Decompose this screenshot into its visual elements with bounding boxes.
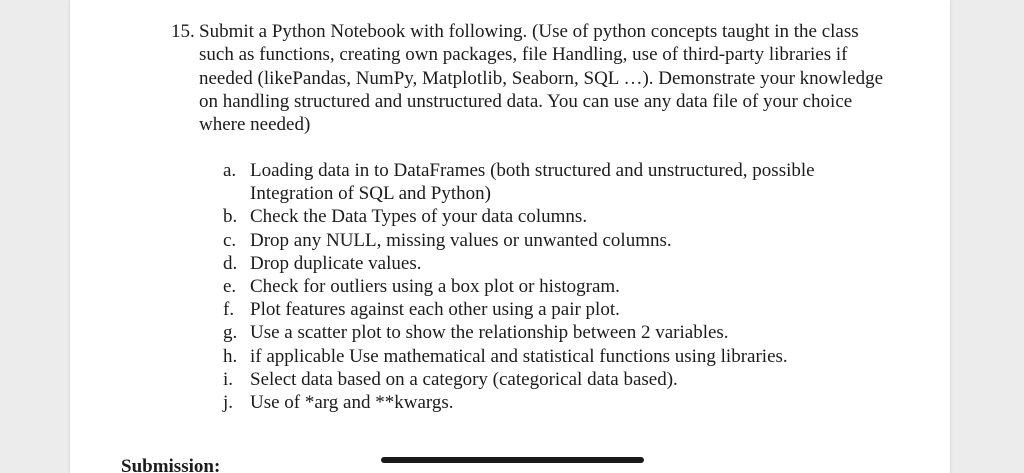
list-marker: g. (223, 322, 238, 344)
list-item-text: Check the Data Types of your data columns. (250, 206, 588, 228)
list-marker: a. (223, 160, 237, 181)
document-page (70, 0, 950, 473)
list-item-text: Loading data in to DataFrames (both structured and unstructured, possible Integration of SQL and Python) (250, 160, 815, 205)
question-15 (171, 20, 891, 136)
list-item (223, 229, 883, 252)
list-item-text: Plot features against each other using a pair plot. (250, 299, 620, 321)
submission-heading: Submission: (121, 456, 221, 473)
list-marker: d. (223, 252, 238, 274)
list-item-text: Check for outliers using a box plot or histogram. (250, 276, 620, 298)
question-number: 15. (171, 21, 195, 42)
list-marker: e. (223, 276, 237, 298)
list-item-text: Use of *arg and **kwargs. (250, 392, 454, 414)
list-item-text: Use a scatter plot to show the relationship between 2 variables. (250, 322, 729, 344)
list-item (223, 159, 883, 205)
list-item (223, 345, 883, 368)
list-item (223, 275, 883, 298)
list-item-text: Drop duplicate values. (250, 252, 422, 274)
list-marker: f. (223, 299, 235, 321)
list-marker: h. (223, 345, 238, 367)
requirements-list (223, 159, 883, 414)
list-item-text: Select data based on a category (categorical data based). (250, 368, 678, 390)
list-item (223, 252, 883, 275)
list-item (223, 298, 883, 321)
list-item-text: if applicable Use mathematical and statistical functions using libraries. (250, 345, 788, 367)
list-marker: c. (223, 229, 237, 251)
list-item (223, 368, 883, 391)
home-indicator-bar[interactable] (381, 457, 644, 463)
list-item-text: Drop any NULL, missing values or unwanted columns. (250, 229, 672, 251)
question-text: Submit a Python Notebook with following. (Use of python concepts taught in the class such as functions, creating own packages, file Handling, use of third-party libraries if needed (likePandas, NumPy, Matplotlib, Seaborn, SQL …). Demonstrate your knowledge on handling structured and unstructured data. You can use any data file of your choice where needed) (199, 21, 884, 136)
list-marker: b. (223, 206, 238, 228)
list-item (223, 321, 883, 344)
list-item (223, 205, 883, 228)
list-marker: i. (223, 368, 234, 390)
list-item (223, 391, 883, 414)
list-marker: j. (223, 392, 234, 414)
